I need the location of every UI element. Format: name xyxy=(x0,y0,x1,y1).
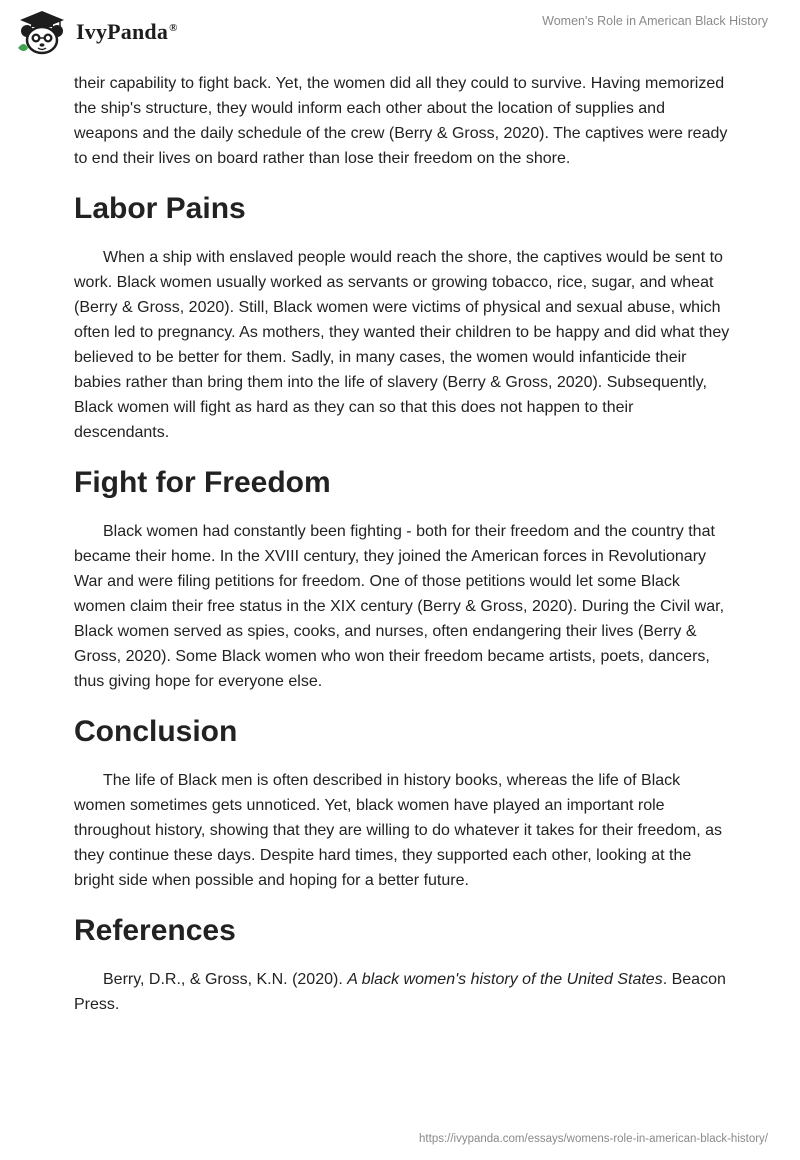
section-paragraph-conclusion: The life of Black men is often described in history books, whereas the life of Black women sometimes gets unnoticed. Yet, black women have played an important role throughout history, showing that they are willing to do whatever it takes for their freedom, as they continue these days. Despite hard times, they supported each other, looking at the bright side when possible and hoping for a better future. xyxy=(74,772,723,889)
document-title: Women's Role in American Black History xyxy=(542,14,768,28)
brand-name: IvyPanda® xyxy=(76,19,178,44)
section-heading-fight-for-freedom: Fight for Freedom xyxy=(74,466,331,499)
section-paragraph-labor-pains: When a ship with enslaved people would reach the shore, the captives would be sent to work. Black women usually worked as servants or growing tobacco, rice, sugar, and wheat (Berry & Gross, 2020). Still, Black women were victims of physical and sexual abuse, which often led to pregnancy. As mothers, they wanted their children to be happy and did what they believed to be better for them. Sadly, in many cases, the women would infanticide their babies rather than bring them into the life of slavery (Berry & Gross, 2020). Subsequently, Black women will fight as hard as they can so that this does not happen to their descendants. xyxy=(74,249,730,441)
panda-graduate-icon xyxy=(14,8,70,56)
page-header xyxy=(0,0,800,64)
reference-title: A black women's history of the United States xyxy=(347,971,663,988)
section-heading-labor-pains: Labor Pains xyxy=(74,192,246,225)
reference-publisher: . Beacon Press. xyxy=(74,971,726,1013)
intro-paragraph: their capability to fight back. Yet, the women did all they could to survive. Having memorized the ship's structure, they would inform each other about the location of supplies and weapons and the daily schedule of the crew (Berry & Gross, 2020). The captives were ready to end their lives on board rather than lose their freedom on the shore. xyxy=(74,75,728,167)
essay-body xyxy=(74,71,730,1017)
section-heading-conclusion: Conclusion xyxy=(74,715,238,748)
reference-entry xyxy=(74,967,730,1017)
source-url-link[interactable]: https://ivypanda.com/essays/womens-role-in-american-black-history/ xyxy=(419,1133,768,1145)
ivypanda-logo[interactable] xyxy=(14,8,178,56)
section-heading-references: References xyxy=(74,914,236,947)
section-paragraph-fight-for-freedom: Black women had constantly been fighting - both for their freedom and the country that became their home. In the XVIII century, they joined the American forces in Revolutionary War and were filing petitions for freedom. One of those petitions would let some Black women claim their free status in the XIX century (Berry & Gross, 2020). During the Civil war, Black women served as spies, cooks, and nurses, often endangering their lives (Berry & Gross, 2020). Some Black women who won their freedom became artists, poets, dancers, thus giving hope for everyone else. xyxy=(74,523,725,690)
reference-authors: Berry, D.R., & Gross, K.N. (2020). xyxy=(103,971,348,988)
